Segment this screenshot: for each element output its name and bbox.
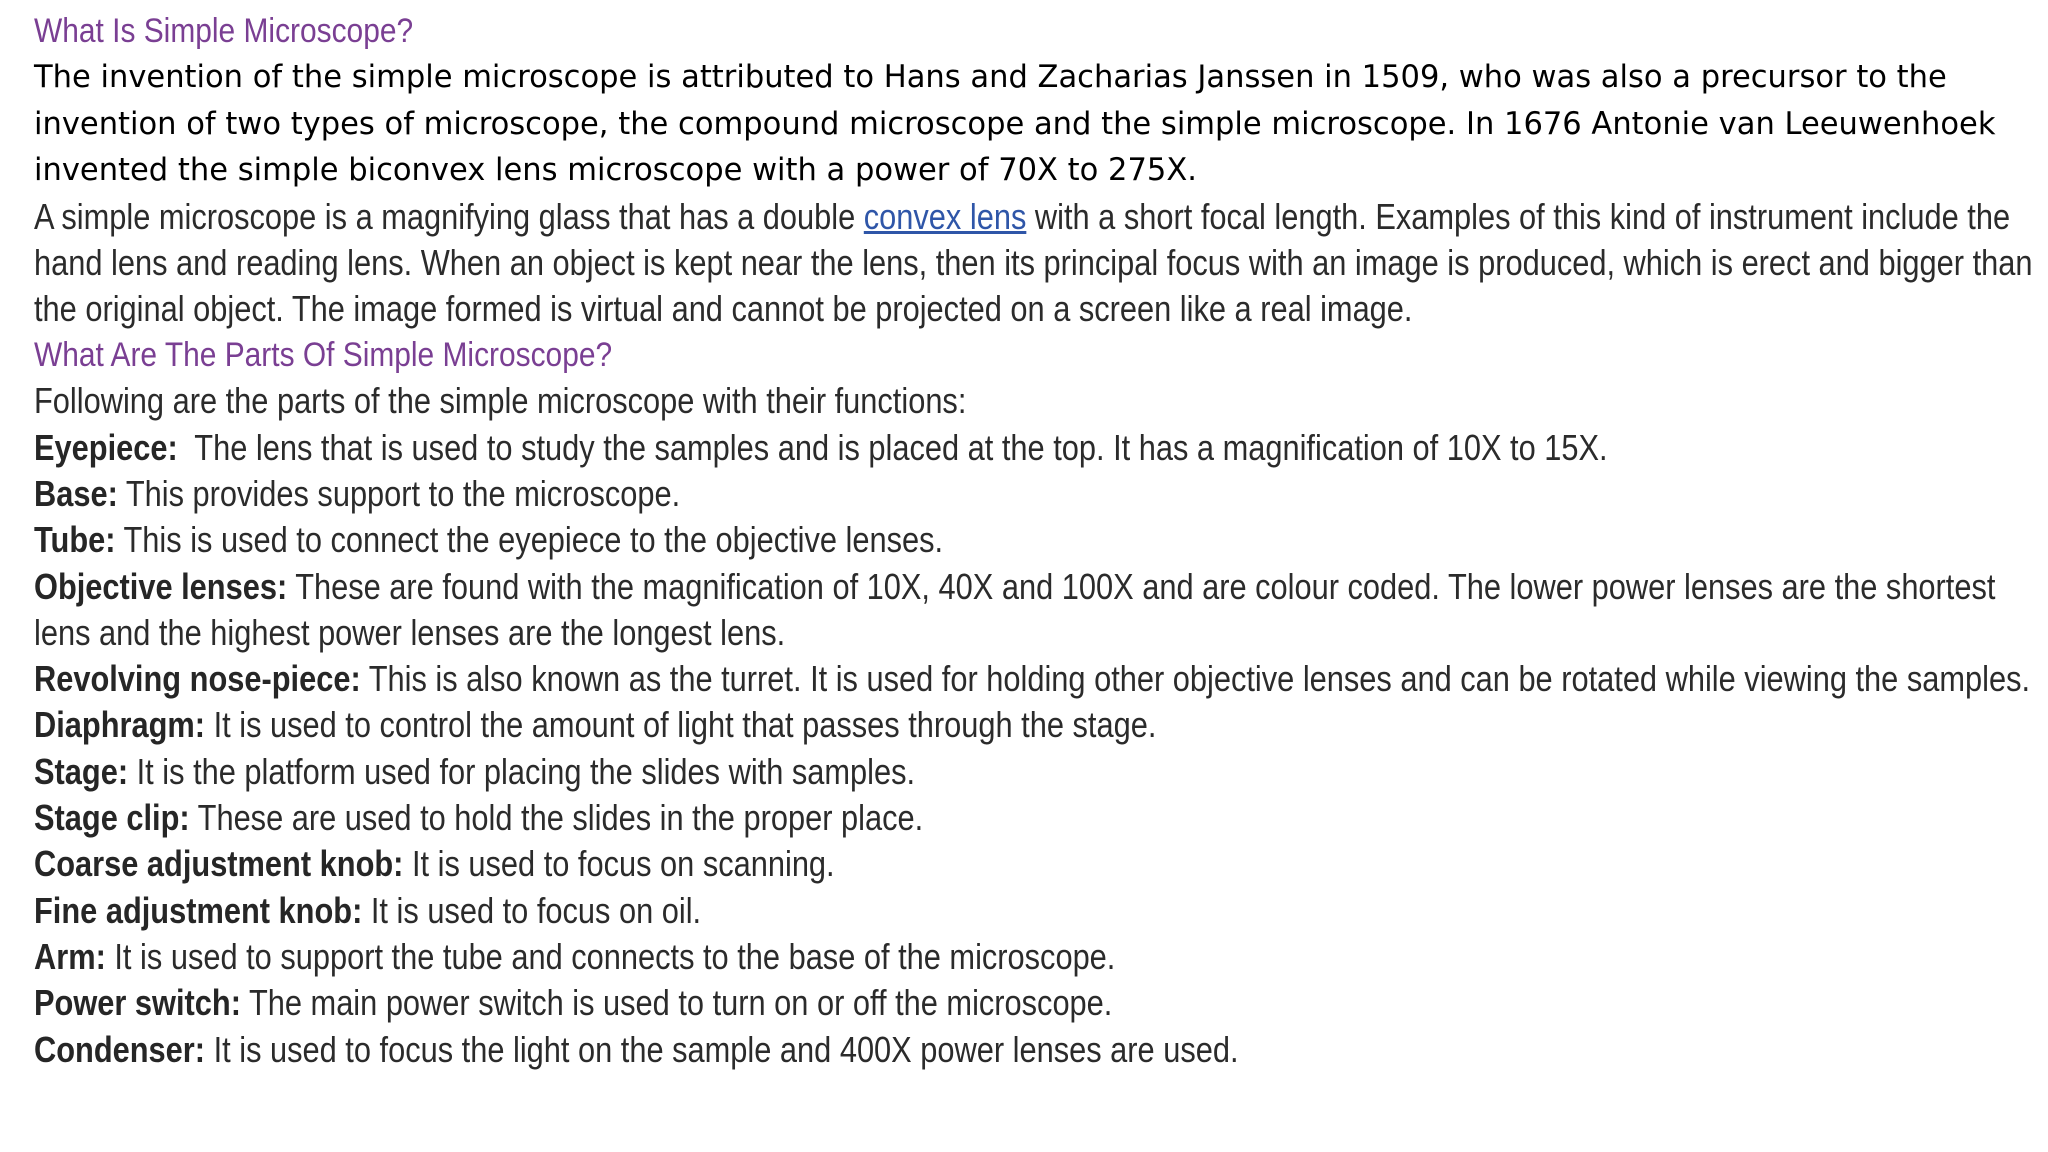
convex-lens-link[interactable]: convex lens bbox=[863, 195, 1027, 237]
part-term: Objective lenses: bbox=[34, 565, 288, 607]
part-desc: It is used to control the amount of light that passes through the stage. bbox=[205, 704, 1157, 746]
part-item bbox=[34, 934, 1735, 980]
part-item bbox=[34, 517, 1735, 563]
part-item bbox=[34, 795, 1735, 841]
intro-paragraph: The invention of the simple microscope is attributed to Hans and Zacharias Janssen in 1509, who was also a precursor to the invention of two types of microscope, the compound microscope and the simple microscope. In 1676 Antonie van Leeuwenhoek invented the simple biconvex lens microscope with a power of 70X to 275X. bbox=[34, 59, 1996, 188]
part-desc: This provides support to the microscope. bbox=[117, 472, 681, 514]
part-desc: The main power switch is used to turn on or off the microscope. bbox=[240, 982, 1113, 1024]
description-text-before-link: A simple microscope is a magnifying glass that has a double bbox=[34, 195, 864, 237]
part-item bbox=[34, 702, 1735, 748]
description-paragraph bbox=[34, 194, 2035, 333]
heading-parts-of-simple-microscope: What Are The Parts Of Simple Microscope? bbox=[34, 336, 613, 375]
description-text-after-link: with a short focal length. Examples of this kind of instrument include the hand lens and reading lens. When an object is kept near the lens, then its principal focus with an image is produced, which is erect and bigger than the original object. The image formed is virtual and cannot be projected on a screen like a real image. bbox=[34, 195, 2033, 330]
parts-list bbox=[34, 425, 2031, 1073]
article bbox=[34, 8, 2033, 1073]
part-item bbox=[34, 471, 1735, 517]
part-term: Power switch: bbox=[34, 982, 241, 1024]
part-desc: This is used to connect the eyepiece to the objective lenses. bbox=[115, 519, 944, 561]
part-term: Stage: bbox=[34, 750, 129, 792]
part-desc: These are found with the magnification of 10X, 40X and 100X and are colour coded. The lower power lenses are the shortest lens and the highest power lenses are the longest lens. bbox=[34, 565, 1996, 653]
part-item bbox=[34, 1027, 1735, 1073]
part-item bbox=[34, 564, 2035, 657]
part-desc: The lens that is used to study the samples and is placed at the top. It has a magnification of 10X to 15X. bbox=[177, 426, 1608, 468]
part-term: Base: bbox=[34, 472, 118, 514]
part-item bbox=[34, 656, 2035, 702]
part-desc: This is also known as the turret. It is used for holding other objective lenses and can be rotated while viewing the samples. bbox=[360, 658, 2031, 700]
part-term: Fine adjustment knob: bbox=[34, 889, 363, 931]
part-term: Arm: bbox=[34, 935, 106, 977]
part-item bbox=[34, 749, 1735, 795]
part-item bbox=[34, 980, 1735, 1026]
part-term: Tube: bbox=[34, 519, 116, 561]
part-term: Revolving nose-piece: bbox=[34, 658, 361, 700]
part-desc: It is the platform used for placing the slides with samples. bbox=[128, 750, 916, 792]
part-desc: It is used to support the tube and connects to the base of the microscope. bbox=[105, 935, 1116, 977]
parts-intro: Following are the parts of the simple microscope with their functions: bbox=[34, 380, 967, 422]
heading-what-is-simple-microscope: What Is Simple Microscope? bbox=[34, 12, 414, 50]
part-desc: It is used to focus the light on the sample and 400X power lenses are used. bbox=[205, 1028, 1239, 1070]
part-term: Condenser: bbox=[34, 1028, 206, 1070]
part-item bbox=[34, 425, 1735, 471]
part-item bbox=[34, 888, 1735, 934]
part-term: Diaphragm: bbox=[34, 704, 206, 746]
part-term: Eyepiece: bbox=[34, 426, 178, 468]
part-term: Stage clip: bbox=[34, 797, 190, 839]
part-item bbox=[34, 841, 1735, 887]
part-term: Coarse adjustment knob: bbox=[34, 843, 404, 885]
part-desc: It is used to focus on scanning. bbox=[403, 843, 835, 885]
part-desc: These are used to hold the slides in the proper place. bbox=[189, 797, 924, 839]
part-desc: It is used to focus on oil. bbox=[362, 889, 702, 931]
